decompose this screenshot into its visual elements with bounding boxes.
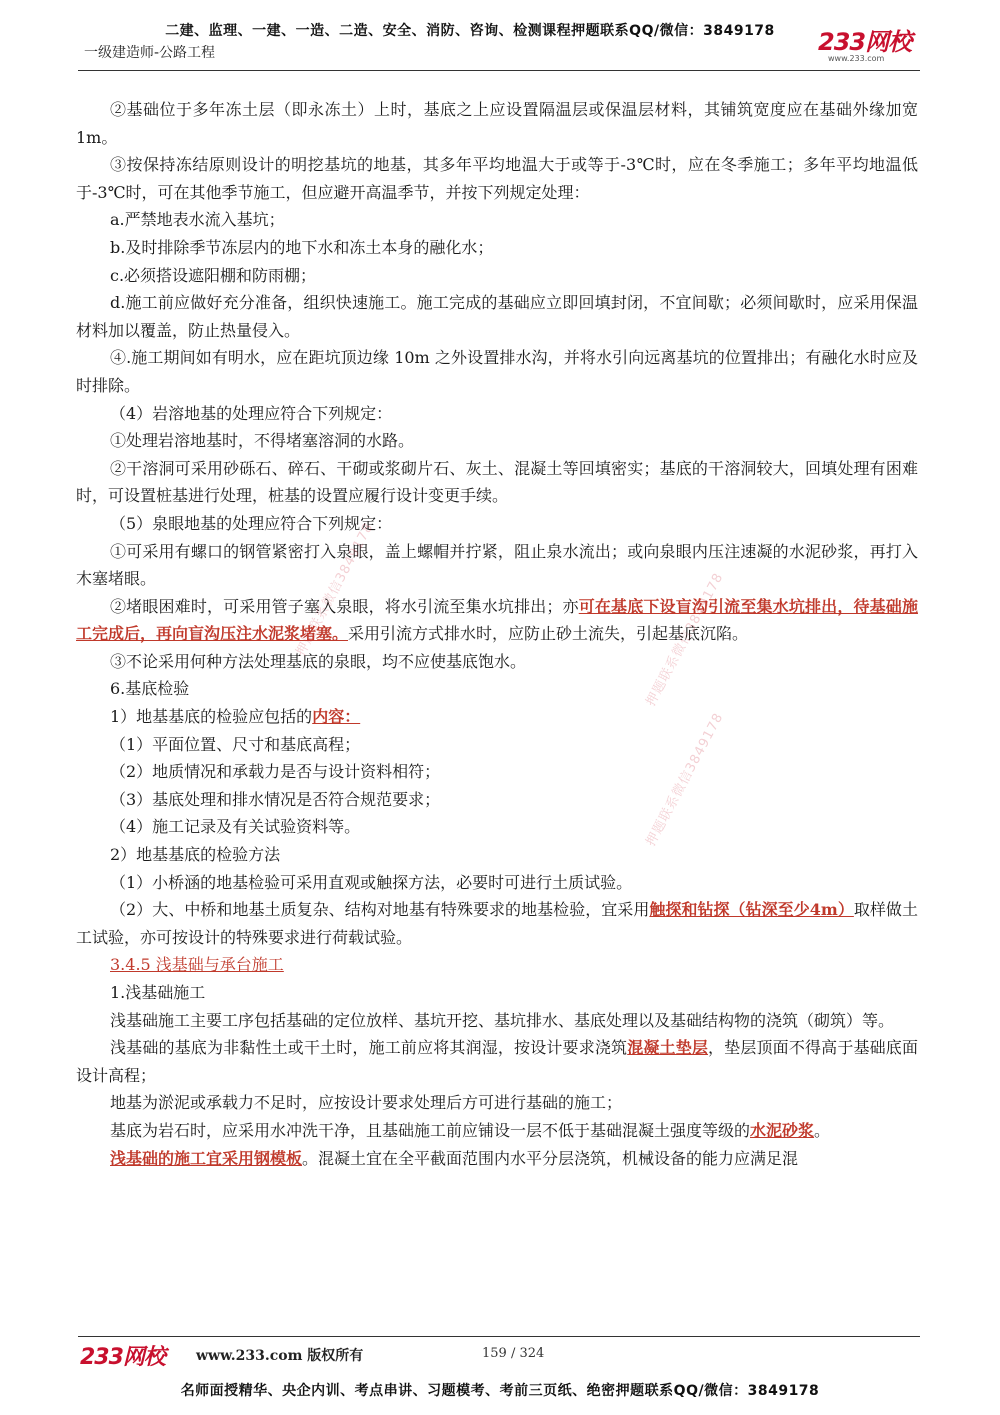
footer-logo: 233网校	[80, 1345, 165, 1370]
paragraph	[76, 1034, 918, 1089]
highlighted-text: 水泥砂浆	[750, 1120, 815, 1140]
list-item: b.及时排除季节冻层内的地下水和冻土本身的融化水；	[110, 237, 494, 257]
watermark: 押题联系微信3849178	[293, 520, 377, 659]
section-heading	[76, 951, 918, 979]
highlighted-text: 混凝土垫层	[627, 1038, 709, 1058]
paragraph: ③按保持冻结原则设计的明挖基坑的地基，其多年平均地温大于或等于-3℃时，应在冬季施工；多年平均地温低于-3℃时，可在其他季节施工，但应避开高温季节，并按下列规定处理：	[76, 155, 918, 202]
paragraph	[76, 593, 918, 648]
subsection-heading	[76, 703, 918, 731]
text-run: 。混凝土宜在全平截面范围内水平分层浇筑，机械设备的能力应满足混	[302, 1148, 799, 1168]
section-heading: 1.浅基础施工	[110, 983, 206, 1002]
document-subtitle: 一级建造师-公路工程	[84, 45, 216, 61]
list-item: d.施工前应做好充分准备，组织快速施工。施工完成的基础应立即回填封闭，不宜间歇；必须间歇时，应采用保温材料加以覆盖，防止热量侵入。	[76, 293, 918, 340]
list-item: （1）平面位置、尺寸和基底高程；	[110, 734, 361, 754]
paragraph: 浅基础施工主要工序包括基础的定位放样、基坑开挖、基坑排水、基底处理以及基础结构物的浇筑（砌筑）等。	[110, 1010, 895, 1030]
text-run: ②堵眼困难时，可采用管子塞入泉眼，将水引流至集水坑排出；亦	[110, 596, 579, 616]
paragraph	[76, 1145, 918, 1173]
paragraph: ②干溶洞可采用砂砾石、碎石、干砌或浆砌片石、灰土、混凝土等回填密实；基底的干溶洞较大，回填处理有困难时，可设置桩基进行处理，桩基的设置应履行设计变更手续。	[76, 458, 918, 506]
text-run: 。	[814, 1120, 831, 1140]
list-item	[76, 896, 918, 951]
list-item: （2）地质情况和承载力是否与设计资料相符；	[110, 762, 441, 782]
subsection-heading: 2）地基基底的检验方法	[110, 845, 281, 865]
logo-text: 233网校	[818, 28, 912, 56]
bottom-banner: 名师面授精华、央企内训、考点串讲、习题模考、考前三页纸、绝密押题联系QQ/微信：3849178	[180, 1383, 820, 1399]
paragraph: 地基为淤泥或承载力不足时，应按设计要求处理后方可进行基础的施工；	[110, 1093, 623, 1113]
paragraph	[76, 1117, 918, 1145]
footer-divider	[78, 1336, 920, 1337]
top-banner: 二建、监理、一建、一造、二造、安全、消防、咨询、检测课程押题联系QQ/微信：3849178	[165, 23, 775, 39]
text-run: （2）大、中桥和地基土质复杂、结构对地基有特殊要求的地基检验，宜采用	[110, 900, 650, 920]
copyright-text: www.233.com 版权所有	[196, 1348, 364, 1364]
text-run: 浅基础的基底为非黏性土或干土时，施工前应将其润湿，按设计要求浇筑	[110, 1038, 628, 1058]
section-heading: 6.基底检验	[110, 679, 190, 699]
page-number: 159 / 324	[482, 1346, 545, 1361]
highlighted-text: 可在基底下设盲沟引流至集水坑排出，待基础施工完成后，再向盲沟压注水泥浆堵塞。	[76, 596, 918, 644]
list-item: c.必须搭设遮阳棚和防雨棚；	[110, 265, 317, 285]
section-heading: （5）泉眼地基的处理应符合下列规定：	[110, 513, 393, 533]
paragraph: ①可采用有螺口的钢管紧密打入泉眼，盖上螺帽并拧紧，阻止泉水流出；或向泉眼内压注速凝的水泥砂浆，再打入木塞堵眼。	[76, 541, 918, 589]
text-run: 1）地基基底的检验应包括的	[110, 707, 313, 727]
paragraph: ①处理岩溶地基时，不得堵塞溶洞的水路。	[110, 431, 415, 451]
text-run: 基底为岩石时，应采用水冲洗干净，且基础施工前应铺设一层不低于基础混凝土强度等级的	[110, 1120, 751, 1140]
list-item: a.严禁地表水流入基坑；	[110, 210, 285, 230]
paragraph: ③不论采用何种方法处理基底的泉眼，均不应使基底饱水。	[110, 651, 527, 671]
paragraph: ④.施工期间如有明水，应在距坑顶边缘 10m 之外设置排水沟，并将水引向远离基坑的位置排出；有融化水时应及时排除。	[76, 348, 918, 395]
section-heading: （4）岩溶地基的处理应符合下列规定：	[110, 403, 393, 423]
document-body	[76, 96, 918, 1172]
header-divider	[78, 70, 920, 71]
watermark: 押题联系微信3849178	[643, 710, 727, 849]
paragraph: ②基础位于多年冻土层（即永冻土）上时，基底之上应设置隔温层或保温层材料，其铺筑宽度应在基础外缘加宽1m。	[76, 100, 918, 147]
list-item: （1）小桥涵的地基检验可采用直观或触探方法，必要时可进行土质试验。	[110, 872, 633, 892]
text-run: 采用引流方式排水时，应防止砂土流失，引起基底沉陷。	[348, 624, 749, 644]
watermark: 押题联系微信3849178	[643, 570, 727, 709]
section-title: 3.4.5 浅基础与承台施工	[110, 955, 284, 975]
list-item: （3）基底处理和排水情况是否符合规范要求；	[110, 789, 441, 809]
list-item: （4）施工记录及有关试验资料等。	[110, 817, 361, 837]
text-run: 取样做土工试验，亦可按设计的特殊要求进行荷载试验。	[76, 900, 918, 947]
highlighted-text: 触探和钻探（钻深至少4m）	[649, 900, 854, 920]
highlighted-text: 浅基础的施工宜采用钢模板	[110, 1148, 303, 1168]
text-run: ，垫层顶面不得高于基础底面设计高程；	[76, 1038, 918, 1085]
brand-logo	[818, 30, 928, 66]
highlighted-text: 内容：	[312, 707, 361, 727]
logo-url: www.233.com	[828, 54, 885, 63]
